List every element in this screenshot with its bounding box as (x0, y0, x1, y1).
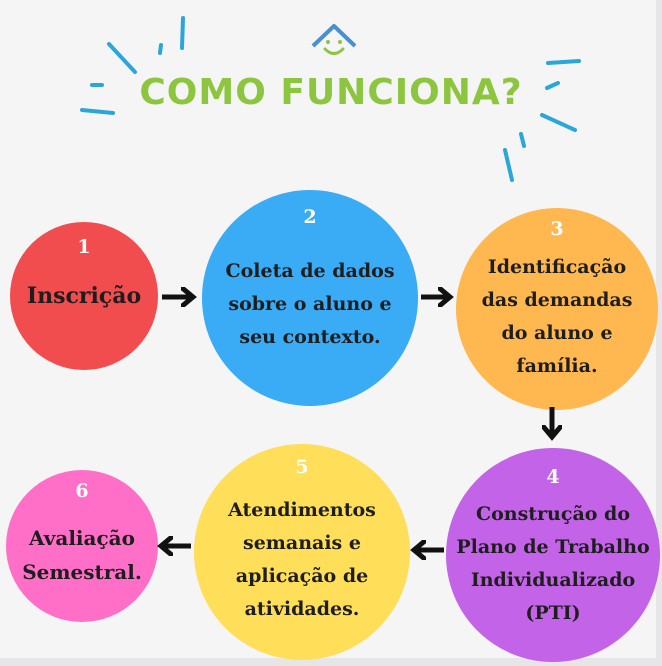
step-number: 5 (295, 456, 309, 478)
step-line: Atendimentos (228, 499, 376, 521)
step-line: das demandas (481, 289, 633, 311)
step-line: atividades. (244, 598, 360, 620)
step-line: Construção do (475, 503, 631, 525)
step-number: 3 (550, 218, 564, 240)
step-line: Inscrição (26, 282, 142, 309)
step-line: Individualizado (470, 569, 636, 591)
step-number: 4 (546, 466, 560, 488)
step-line: sobre o aluno e (228, 292, 392, 315)
step-number: 2 (303, 206, 317, 228)
step-line: seu contexto. (239, 325, 381, 348)
page-title: COMO FUNCIONA? (139, 72, 523, 113)
step-line: semanais e (243, 532, 361, 554)
step-line: do aluno e (501, 322, 613, 344)
step-line: Semestral. (22, 560, 142, 584)
step-line: Coleta de dados (225, 259, 395, 282)
step-line: Identificação (487, 256, 627, 278)
step-line: família. (516, 355, 598, 377)
step-line: aplicação de (235, 565, 369, 587)
step-number: 6 (75, 480, 89, 502)
step-line: Avaliação (29, 526, 135, 550)
step-line: (PTI) (525, 602, 581, 624)
step-number: 1 (77, 236, 91, 258)
step-line: Plano de Trabalho (456, 536, 650, 558)
